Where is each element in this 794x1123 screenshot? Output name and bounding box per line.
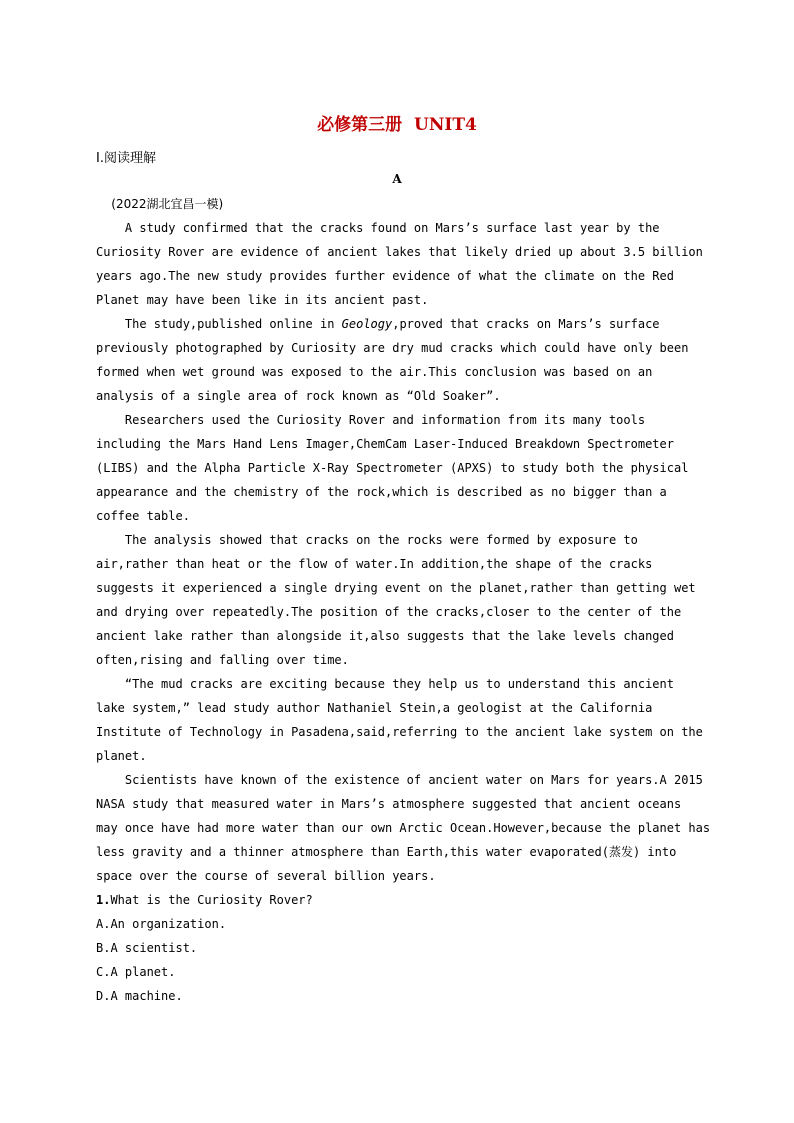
paragraph-5-line: lake system,” lead study author Nathaniel Stein,a geologist at the California xyxy=(96,701,653,715)
paragraph-2-line: formed when wet ground was exposed to the air.This conclusion was based on an xyxy=(96,365,653,379)
passage-label: A xyxy=(392,172,402,186)
paragraph-3-line: Researchers used the Curiosity Rover and information from its many tools xyxy=(96,413,646,427)
paragraph-4-line: often,rising and falling over time. xyxy=(96,653,349,667)
source-note: (2022湖北宜昌一模) xyxy=(111,197,224,211)
paragraph-4-line: suggests it experienced a single drying event on the planet,rather than getting wet xyxy=(96,581,696,595)
question-1-stem xyxy=(96,888,696,912)
paragraph-5-line: Institute of Technology in Pasadena,said,referring to the ancient lake system on the xyxy=(96,725,703,739)
paragraph-3-line: including the Mars Hand Lens Imager,ChemCam Laser-Induced Breakdown Spectrometer xyxy=(96,437,674,451)
question-option: B.A scientist. xyxy=(96,941,198,955)
paragraph-5-line: planet. xyxy=(96,749,147,763)
paragraph-6-line: may once have had more water than our own Arctic Ocean.However,because the planet has xyxy=(96,821,711,835)
question-text: What is the Curiosity Rover? xyxy=(110,893,313,907)
question-option: D.A machine. xyxy=(96,989,183,1003)
paragraph-4-line: ancient lake rather than alongside it,also suggests that the lake levels changed xyxy=(96,629,674,643)
paragraph-3-line: appearance and the chemistry of the rock,which is described as no bigger than a xyxy=(96,485,667,499)
paragraph-4-line: The analysis showed that cracks on the rocks were formed by exposure to xyxy=(96,533,638,547)
paragraph-6-line: space over the course of several billion years. xyxy=(96,869,436,883)
paragraph-4-line: air,rather than heat or the flow of water.In addition,the shape of the cracks xyxy=(96,557,653,571)
paragraph-1-line: years ago.The new study provides further evidence of what the climate on the Red xyxy=(96,269,674,283)
question-option: C.A planet. xyxy=(96,965,176,979)
question-option: A.An organization. xyxy=(96,917,227,931)
paragraph-3-line: (LIBS) and the Alpha Particle X-Ray Spectrometer (APXS) to study both the physical xyxy=(96,461,689,475)
paragraph-4-line: and drying over repeatedly.The position of the cracks,closer to the center of the xyxy=(96,605,682,619)
page-title: 必修第三册 UNIT4 xyxy=(317,115,477,135)
paragraph-1-line: Curiosity Rover are evidence of ancient lakes that likely dried up about 3.5 billion xyxy=(96,245,703,259)
paragraph-3-line: coffee table. xyxy=(96,509,190,523)
paragraph-2-line: analysis of a single area of rock known as “Old Soaker”. xyxy=(96,389,501,403)
article-body xyxy=(96,192,711,1008)
paragraph-2-line: The study,published online in Geology,proved that cracks on Mars’s surface xyxy=(96,317,660,331)
journal-name: Geology xyxy=(341,317,393,331)
paragraph-1-line: Planet may have been like in its ancient past. xyxy=(96,293,429,307)
paragraph-1-line: A study confirmed that the cracks found on Mars’s surface last year by the xyxy=(96,221,660,235)
paragraph-5-line: “The mud cracks are exciting because they help us to understand this ancient xyxy=(96,677,674,691)
paragraph-6-line: NASA study that measured water in Mars’s atmosphere suggested that ancient oceans xyxy=(96,797,682,811)
question-number: 1. xyxy=(96,893,111,907)
paragraph-6-line: less gravity and a thinner atmosphere than Earth,this water evaporated(蒸发) into xyxy=(96,845,677,859)
paragraph-2-line: previously photographed by Curiosity are dry mud cracks which could have only been xyxy=(96,341,689,355)
paragraph-6-line: Scientists have known of the existence of ancient water on Mars for years.A 2015 xyxy=(96,773,703,787)
section-heading: Ⅰ.阅读理解 xyxy=(96,151,156,166)
